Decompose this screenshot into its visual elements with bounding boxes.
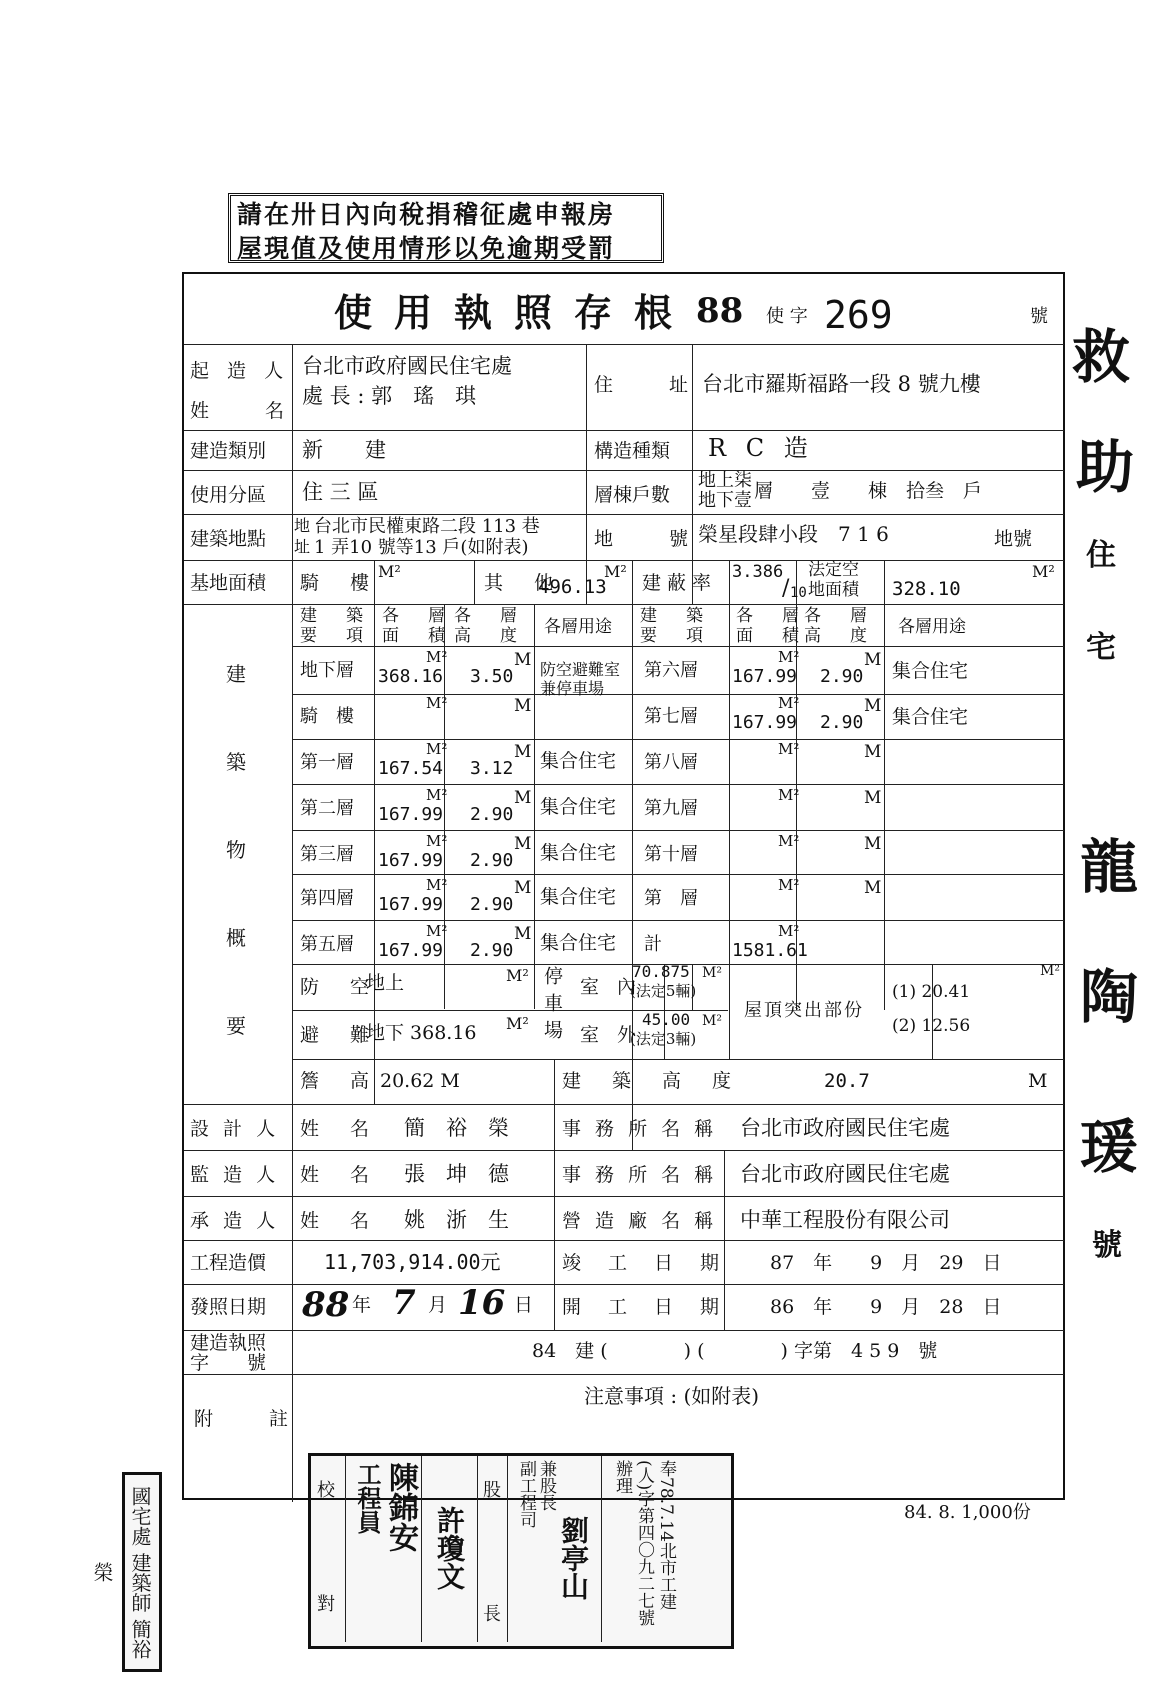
permit-prefix: 使 字 <box>766 306 808 327</box>
floor-height: 2.90 <box>470 940 514 961</box>
site-pre-1: 地 <box>294 516 311 535</box>
floor-name: 騎 樓 <box>300 706 354 727</box>
hdr-item-r1: 建 築 <box>640 606 709 626</box>
floor-name: 第十層 <box>644 844 698 865</box>
name-label: 姓 名 <box>300 1210 376 1232</box>
cost-value: 11,703,914.00元 <box>324 1250 501 1274</box>
floor-area: 167.99 <box>378 940 444 961</box>
label-permit-1: 建造執照 <box>190 1332 267 1354</box>
label-site: 建築地點 <box>190 528 267 550</box>
margin-char-8: 號 <box>1092 1228 1122 1263</box>
stamp-zhang: 長 <box>483 1604 501 1625</box>
hdr-item-1: 建 築 <box>300 606 369 626</box>
floor-use: 集合住宅 <box>540 932 617 954</box>
label-zone: 使用分區 <box>190 484 267 506</box>
coverage-slash: / <box>782 576 790 601</box>
outdoor-value: 45.00 <box>642 1010 691 1029</box>
site-pre-2: 址 <box>294 537 311 556</box>
notice-line-2: 屋現值及使用情形以免逾期受罰 <box>237 234 616 263</box>
floor-height: 3.50 <box>470 666 514 687</box>
office-name: 台北市政府國民住宅處 <box>740 1116 950 1140</box>
shelter-above: 地上 <box>366 972 405 994</box>
outdoor-note: (法定3輛) <box>630 1030 697 1048</box>
floor-area: 167.99 <box>378 804 444 825</box>
name-label: 姓 名 <box>300 1118 376 1140</box>
hdr-height-2: 高 度 <box>454 626 523 646</box>
open-space-value: 328.10 <box>892 578 961 600</box>
label-completion: 竣 工 日 期 <box>562 1252 724 1274</box>
floor-height: 2.90 <box>470 804 514 825</box>
person-name: 姚 浙 生 <box>404 1208 509 1232</box>
label-building-height: 建 築 高 度 <box>562 1070 738 1092</box>
arcade-unit: M² <box>378 562 401 581</box>
floor-height: 3.12 <box>470 758 514 779</box>
margin-char-4: 宅 <box>1086 630 1116 665</box>
floor-use: 集合住宅 <box>892 660 969 682</box>
label-parking: 停車場 <box>541 966 563 1047</box>
applicant-director: 處 長 : 郭 瑤 琪 <box>302 384 477 408</box>
remarks-note: 注意事項 : (如附表) <box>584 1384 760 1408</box>
floor-area: 167.99 <box>732 712 798 733</box>
coverage-denominator: 10 <box>790 585 807 601</box>
floor-name: 第二層 <box>300 798 354 819</box>
office-label: 事 務 所 名 稱 <box>562 1118 718 1140</box>
hdr-item-2: 要 項 <box>300 626 369 646</box>
margin-char-7: 瑗 <box>1080 1113 1139 1181</box>
site-address-2: 1 弄10 號等13 戶(如附表) <box>314 537 529 558</box>
roof-2: (2) 12.56 <box>892 1016 971 1036</box>
floor-area: 167.54 <box>378 758 444 779</box>
floor-name: 計 <box>644 934 662 955</box>
floor-area-unit: M² <box>426 876 448 894</box>
floor-area-unit: M² <box>778 740 800 758</box>
floor-area: 167.99 <box>378 894 444 915</box>
issue-year-suffix: 年 <box>352 1294 372 1316</box>
floor-name: 第五層 <box>300 934 354 955</box>
stamp-engineer-title: 工程員 <box>353 1462 382 1534</box>
floor-name: 第八層 <box>644 752 698 773</box>
indoor-unit: M² <box>702 965 722 981</box>
eave-height: 20.62 M <box>380 1070 460 1092</box>
label-coverage: 建蔽率 <box>642 572 718 594</box>
label-site-area: 基地面積 <box>190 572 267 594</box>
floor-area: 1581.61 <box>732 940 808 961</box>
stamp-section-head: 兼股長 <box>536 1460 556 1511</box>
stamp-dui: 對 <box>317 1594 335 1615</box>
floor-area-unit: M² <box>778 786 800 804</box>
label-name: 姓 名 <box>190 400 291 422</box>
building-height: 20.7 <box>824 1070 870 1092</box>
stamp-deputy-name: 劉亭山 <box>557 1516 590 1600</box>
stamp-authority: 奉78.7.14北市工建(人)字第四〇九二七號辦理 <box>612 1460 676 1627</box>
floor-area-unit: M² <box>778 832 800 850</box>
office-name: 中華工程股份有限公司 <box>740 1208 950 1232</box>
floor-name: 第一層 <box>300 752 354 773</box>
label-shelter-a: 防 空 <box>300 976 376 998</box>
floor-area: 167.99 <box>732 666 798 687</box>
margin-char-2: 助 <box>1076 433 1135 501</box>
bldg-label-5: 要 <box>226 1014 246 1038</box>
name-label: 姓 名 <box>300 1164 376 1186</box>
floor-height-unit: M <box>864 834 882 854</box>
label-cost: 工程造價 <box>190 1252 267 1274</box>
floor-height: 2.90 <box>820 712 864 733</box>
floor-height: 2.90 <box>470 894 514 915</box>
shelter-below: 地下 368.16 <box>366 1022 477 1044</box>
indoor-value: 70.875 <box>632 962 690 981</box>
label-arcade: 騎 樓 <box>300 572 376 594</box>
floor-area: 167.99 <box>378 850 444 871</box>
hdr-use: 各層用途 <box>544 617 612 637</box>
role-label: 承 造 人 <box>190 1210 280 1232</box>
floor-name: 第九層 <box>644 798 698 819</box>
hdr-area-r2: 面 積 <box>736 626 805 646</box>
bldg-label-1: 建 <box>226 662 246 686</box>
floor-height-unit: M <box>514 696 532 716</box>
hdr-area-2: 面 積 <box>382 626 451 646</box>
permit-value: 84 建 ( ) ( ) 字第 4 5 9 號 <box>532 1340 938 1362</box>
roof-unit: M² <box>1040 963 1060 979</box>
structure-type: R C 造 <box>708 434 814 462</box>
floor-name: 地下層 <box>300 660 354 681</box>
office-label: 事 務 所 名 稱 <box>562 1164 718 1186</box>
permit-year: 88 <box>696 291 744 331</box>
floor-name: 第六層 <box>644 660 698 681</box>
issue-day-suffix: 日 <box>514 1294 534 1316</box>
completion-date: 87 年 9 月 29 日 <box>770 1252 1002 1274</box>
margin-char-3: 住 <box>1086 538 1116 573</box>
label-eave: 簷 高 <box>300 1070 376 1092</box>
building-height-unit: M <box>1028 1070 1048 1092</box>
label-other: 其 他 <box>484 572 560 594</box>
hdr-height-1: 各 層 <box>454 606 523 626</box>
roof-1: (1) 20.41 <box>892 982 971 1002</box>
form-title: 使用執照存根 <box>334 290 695 335</box>
bldg-label-4: 概 <box>226 926 246 950</box>
start-date: 86 年 9 月 28 日 <box>770 1296 1002 1318</box>
office-name: 台北市政府國民住宅處 <box>740 1162 950 1186</box>
floor-name: 第三層 <box>300 844 354 865</box>
review-stamp <box>308 1453 734 1649</box>
issue-month-suffix: 月 <box>428 1294 448 1316</box>
floor-height: 2.90 <box>820 666 864 687</box>
floor-height: 2.90 <box>470 850 514 871</box>
floor-name: 第 層 <box>644 888 698 909</box>
floor-use: 集合住宅 <box>540 750 617 772</box>
label-indoor: 室 內 <box>580 976 643 998</box>
label-remarks: 附 註 <box>194 1408 295 1430</box>
bldg-label-3: 物 <box>226 838 246 862</box>
floor-area-unit: M² <box>426 648 448 666</box>
stamp-clerk-name: 許瓊文 <box>433 1506 466 1590</box>
open-space-unit: M² <box>1032 562 1055 581</box>
floor-area-unit: M² <box>778 922 800 940</box>
permit-form <box>182 272 1065 1500</box>
label-roof: 屋頂突出部份 <box>744 1000 864 1021</box>
person-name: 簡 裕 榮 <box>404 1116 509 1140</box>
role-label: 監 造 人 <box>190 1164 280 1186</box>
shelter-below-unit: M² <box>506 1014 529 1033</box>
lot-number: 榮星段肆小段 7 1 6 <box>698 522 889 546</box>
label-outdoor: 室 外 <box>580 1024 643 1046</box>
floor-area-unit: M² <box>426 694 448 712</box>
label-shelter-b: 避 難 <box>300 1024 376 1046</box>
hdr-height-r1: 各 層 <box>804 606 873 626</box>
indoor-note: (法定5輛) <box>630 982 697 1000</box>
label-permit-2: 字 號 <box>190 1352 267 1374</box>
build-type: 新 建 <box>302 438 386 462</box>
label-applicant: 起 造 人 <box>190 360 290 382</box>
applicant-address: 台北市羅斯福路一段 8 號九樓 <box>702 372 981 396</box>
floor-height-unit: M <box>864 742 882 762</box>
floors-below: 地下壹 <box>698 490 752 511</box>
label-structure: 構造種類 <box>594 440 671 462</box>
floor-area-unit: M² <box>778 648 800 666</box>
label-open-space-1: 法定空 <box>808 560 859 580</box>
stamp-deputy-title: 副工程司 <box>516 1460 536 1528</box>
floor-use: 集合住宅 <box>540 796 617 818</box>
floor-name: 第七層 <box>644 706 698 727</box>
floor-area-unit: M² <box>778 694 800 712</box>
floor-height-unit: M <box>514 878 532 898</box>
issue-month: 7 <box>392 1283 416 1323</box>
floor-area-unit: M² <box>426 832 448 850</box>
permit-suffix: 號 <box>1030 306 1048 327</box>
lot-suffix: 地號 <box>994 528 1033 550</box>
label-issue-date: 發照日期 <box>190 1296 267 1318</box>
margin-char-6: 陶 <box>1080 963 1139 1031</box>
role-label: 設 計 人 <box>190 1118 280 1140</box>
label-address: 住 址 <box>594 374 695 396</box>
coverage-value: 3.386 <box>732 562 784 582</box>
stamp-gu: 股 <box>483 1480 501 1501</box>
architect-stamp: 國宅處 建築師 簡裕榮 <box>122 1472 162 1672</box>
hdr-area-1: 各 層 <box>382 606 451 626</box>
label-start: 開 工 日 期 <box>562 1296 724 1318</box>
bldg-label-2: 築 <box>226 750 246 774</box>
issue-year: 88 <box>302 1285 350 1325</box>
floor-height-unit: M <box>514 924 532 944</box>
label-build-type: 建造類別 <box>190 440 267 462</box>
shelter-above-unit: M² <box>506 966 529 985</box>
permit-number: 269 <box>824 293 893 337</box>
label-floors: 層棟戶數 <box>594 484 671 506</box>
stamp-school: 校 <box>317 1480 335 1501</box>
floor-use: 集合住宅 <box>540 886 617 908</box>
applicant-org: 台北市政府國民住宅處 <box>302 354 512 378</box>
floors-above: 地上柒 <box>698 470 752 491</box>
zone-value: 住 三 區 <box>302 480 379 504</box>
floor-use: 集合住宅 <box>892 706 969 728</box>
label-open-space-2: 地面積 <box>808 580 859 600</box>
floor-area-unit: M² <box>426 740 448 758</box>
other-unit: M² <box>604 562 627 581</box>
floor-height-unit: M <box>514 742 532 762</box>
margin-char-5: 龍 <box>1080 833 1139 901</box>
other-area: 496.13 <box>538 576 607 598</box>
hdr-area-r1: 各 層 <box>736 606 805 626</box>
floor-height-unit: M <box>514 788 532 808</box>
margin-char-1: 救 <box>1072 323 1131 391</box>
floors-count: 層 壹 棟 拾叁 戶 <box>754 480 983 502</box>
floor-use: 防空避難室兼停車場 <box>540 660 621 698</box>
site-address-1: 台北市民權東路二段 113 巷 <box>314 516 540 537</box>
office-label: 營 造 廠 名 稱 <box>562 1210 718 1232</box>
floor-name: 第四層 <box>300 888 354 909</box>
floor-use: 集合住宅 <box>540 842 617 864</box>
floor-height-unit: M <box>864 788 882 808</box>
floor-height-unit: M <box>514 834 532 854</box>
person-name: 張 坤 德 <box>404 1162 509 1186</box>
outdoor-unit: M² <box>702 1013 722 1029</box>
tax-notice-box <box>228 193 664 263</box>
floor-height-unit: M <box>864 650 882 670</box>
hdr-item-r2: 要 項 <box>640 626 709 646</box>
notice-line-1: 請在卅日內向稅捐稽征處申報房 <box>237 200 616 229</box>
print-info: 84. 8. 1,000份 <box>904 1502 1031 1523</box>
floor-height-unit: M <box>864 696 882 716</box>
floor-area-unit: M² <box>426 922 448 940</box>
issue-day: 16 <box>458 1283 506 1323</box>
floor-area-unit: M² <box>778 876 800 894</box>
floor-height-unit: M <box>864 878 882 898</box>
hdr-height-r2: 高 度 <box>804 626 873 646</box>
stamp-engineer-name: 陳錦安 <box>383 1462 418 1552</box>
hdr-use-r: 各層用途 <box>898 617 966 637</box>
label-lot: 地 號 <box>594 528 695 550</box>
floor-height-unit: M <box>514 650 532 670</box>
floor-area-unit: M² <box>426 786 448 804</box>
floor-area: 368.16 <box>378 666 444 687</box>
